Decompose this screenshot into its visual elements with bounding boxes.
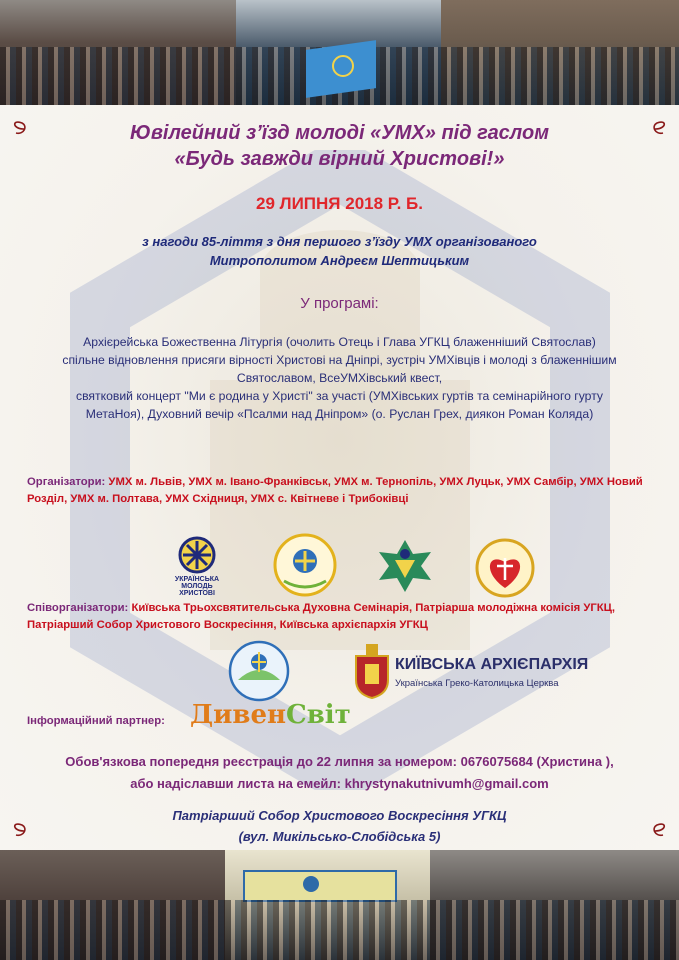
bottom-photo-strip: [0, 850, 679, 960]
coorganizers-block: [27, 600, 647, 634]
coat-of-arms-icon: [352, 642, 392, 700]
program-line: святковий концерт "Ми є родина у Христі" за участі (УМХівських гуртів та семінарійного гурту: [75, 389, 604, 403]
umx-heart-logo: [472, 538, 538, 598]
ornament-divider-bottom: [10, 823, 669, 839]
umx-star-logo: [373, 538, 437, 592]
umx-youth-circle-logo: [266, 533, 344, 597]
event-date: 29 ЛИПНЯ 2018 Р. Б.: [256, 194, 423, 213]
youth-commission-icon: [228, 640, 290, 702]
program-line: Святославом, ВсеУМХівський квест,: [236, 371, 443, 385]
event-title-line1: Ювілейний з’їзд молоді «УМХ» під гаслом: [129, 122, 549, 144]
kyiv-archeparchy-logo: [352, 642, 652, 700]
umx-banner: [243, 870, 397, 902]
event-title-line2: «Будь завжди вірний Христові!»: [174, 148, 505, 170]
registration-line1: Обов'язкова попередня реєстрація до 22 липня за номером: 0676075684 (Христина ),: [65, 754, 614, 769]
venue-line2: (вул. Микільсько-Слобідська 5): [238, 829, 441, 844]
program-list: [0, 333, 679, 423]
banner-emblem-icon: [303, 876, 319, 892]
heart-cross-icon: [472, 538, 538, 598]
archeparchy-name: КИЇВСЬКА АРХІЄПАРХІЯ: [395, 656, 589, 673]
star-chalice-icon: [373, 538, 437, 592]
clergy-youth-photo: [0, 850, 225, 960]
archeparchy-subtitle: Українська Греко-Католицька Церква: [395, 678, 559, 689]
sunburst-emblem-icon: [266, 533, 344, 597]
program-line: Архієрейська Божественна Літургія (очолить Отець і Глава УГКЦ блаженніший Святослав): [83, 335, 596, 349]
program-line: МетаНоя), Духовний вечір «Псалми над Дніпром» (о. Руслан Грех, диякон Роман Коляда): [85, 407, 594, 421]
coorganizers-list: Київська Трьохсвятительська Духовна Семінарія, Патріарша молодіжна комісія УГКЦ, Патріарший Собор Христового Воскресіння, Київська архієпархія УГКЦ: [27, 602, 616, 631]
coorganizers-label: Співорганізатори:: [27, 602, 129, 614]
logo-text-part1: Дивен: [190, 700, 287, 730]
organizers-list: УМХ м. Львів, УМХ м. Івано-Франківськ, УМХ м. Тернопіль, УМХ Луцьк, УМХ Самбір, УМХ Новий Розділ, УМХ м. Полтава, УМХ Східниця, УМХ с. Квітневе і Трибоківці: [27, 476, 643, 505]
umx-logo-caption: УКРАЇНСЬКА МОЛОДЬ ХРИСТОВІ: [174, 576, 220, 597]
diven-svit-logo: [190, 698, 351, 738]
umx-banner-photo: [225, 850, 430, 960]
venue-line1: Патріарший Собор Христового Воскресіння УГКЦ: [172, 808, 507, 823]
patriarchal-commission-logo: [228, 640, 290, 702]
occasion-line1: з нагоди 85-ліття з дня першого з’їзду УМХ організованого: [142, 234, 537, 249]
umx-cross-icon: [172, 536, 222, 574]
program-line: спільне відновлення присяги вірності Христові на Дніпрі, зустріч УМХівців і молоді з блаженнішим: [62, 353, 617, 367]
program-heading: У програмі:: [300, 295, 379, 312]
info-partner-label: Інформаційний партнер:: [27, 715, 165, 727]
occasion-line2: Митрополитом Андреєм Шептицьким: [209, 253, 470, 268]
organizers-label: Організатори:: [27, 476, 106, 488]
organizers-block: [27, 474, 657, 508]
registration-line2: або надіславши листа на емейл: khrystynakutnivumh@gmail.com: [130, 776, 549, 791]
logo-text-part2: Світ: [286, 700, 351, 730]
umx-ukraine-logo: [172, 536, 222, 597]
group-portrait-photo: [430, 850, 679, 960]
